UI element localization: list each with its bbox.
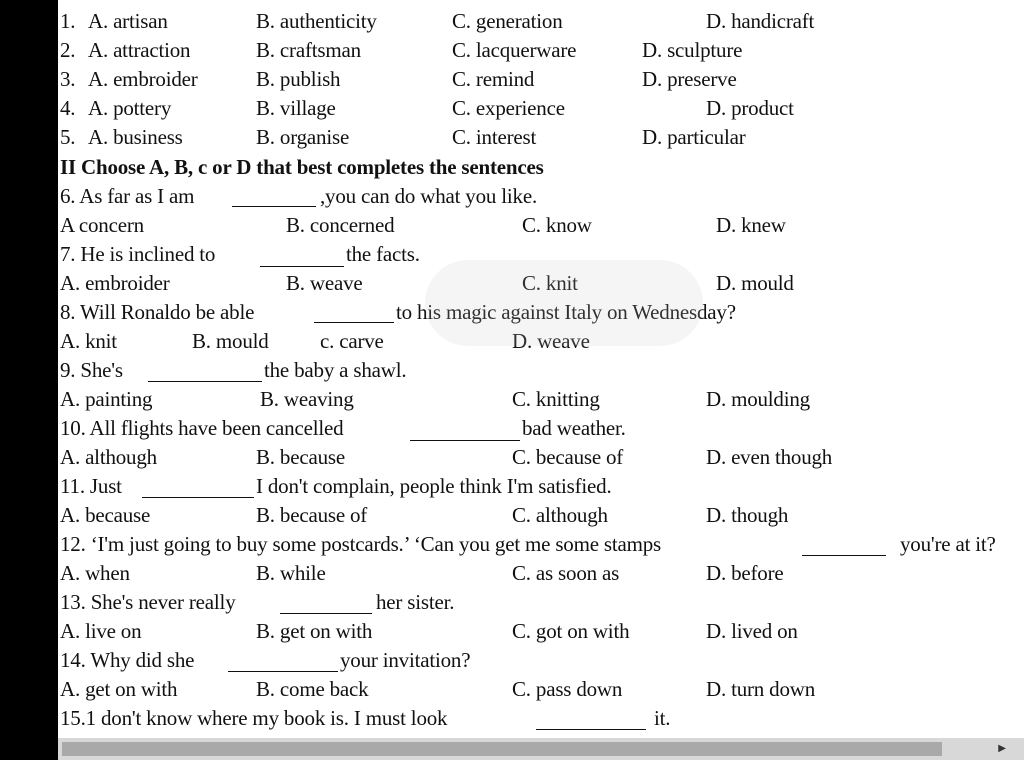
q10-stem: 10. All flights have been cancelled	[60, 416, 344, 440]
q9-opt-d: D. moulding	[706, 387, 810, 411]
q6-blank	[232, 206, 316, 207]
q11-stem: 11. Just	[60, 474, 122, 498]
q10-opt-a: A. although	[60, 445, 157, 469]
q7-stem-end: the facts.	[346, 242, 420, 266]
q14-stem-end: your invitation?	[340, 648, 471, 672]
pron-2-num: 2.	[60, 38, 81, 62]
pron-4-num: 4.	[60, 96, 81, 120]
q11-opt-c: C. although	[512, 503, 608, 527]
q6-opt-a: A concern	[60, 213, 144, 237]
q7-opt-b: B. weave	[286, 271, 363, 295]
pron-3-a: A. embroider	[88, 67, 198, 91]
q9-opt-c: C. knitting	[512, 387, 600, 411]
q6-stem: 6. As far as I am	[60, 184, 195, 208]
q10-blank	[410, 440, 520, 441]
pron-3-c: C. remind	[452, 67, 535, 91]
q7-opt-a: A. embroider	[60, 271, 170, 295]
pron-5-a: A. business	[88, 125, 183, 149]
scroll-right-arrow-icon[interactable]: ▶	[998, 743, 1006, 754]
q6-stem-end: ,you can do what you like.	[320, 184, 538, 208]
q7-blank	[260, 266, 344, 267]
horizontal-scrollbar[interactable]	[58, 738, 1024, 760]
q12-blank	[802, 555, 886, 556]
q6-opt-d: D. knew	[716, 213, 786, 237]
q14-opt-b: B. come back	[256, 677, 369, 701]
q10-opt-b: B. because	[256, 445, 345, 469]
pron-5-b: B. organise	[256, 125, 350, 149]
q14-opt-c: C. pass down	[512, 677, 623, 701]
q8-opt-c: c. carve	[320, 329, 384, 353]
q15-stem: 15.1 don't know where my book is. I must look	[60, 706, 448, 730]
worksheet-page	[58, 0, 1024, 738]
pron-2-b: B. craftsman	[256, 38, 361, 62]
q13-opt-d: D. lived on	[706, 619, 798, 643]
q9-stem-end: the baby a shawl.	[264, 358, 407, 382]
pron-3-b: B. publish	[256, 67, 341, 91]
video-overlay-pill	[425, 260, 703, 346]
q13-opt-b: B. get on with	[256, 619, 373, 643]
pron-3-d: D. preserve	[642, 67, 737, 91]
q12-opt-c: C. as soon as	[512, 561, 620, 585]
q13-stem: 13. She's never really	[60, 590, 236, 614]
pron-2-c: C. lacquerware	[452, 38, 577, 62]
q15-stem-end: it.	[654, 706, 671, 730]
q6-opt-b: B. concerned	[286, 213, 395, 237]
q8-blank	[314, 322, 394, 323]
pron-4-a: A. pottery	[88, 96, 172, 120]
q8-stem-end: to his magic against Italy on Wednesday?	[396, 300, 736, 324]
q9-blank	[148, 381, 262, 382]
q7-opt-d: D. mould	[716, 271, 794, 295]
pron-5-c: C. interest	[452, 125, 537, 149]
pron-2-d: D. sculpture	[642, 38, 743, 62]
q14-blank	[228, 671, 338, 672]
pron-1-num: 1.	[60, 9, 81, 33]
q12-opt-a: A. when	[60, 561, 130, 585]
q7-opt-c: C. knit	[522, 271, 578, 295]
q9-opt-a: A. painting	[60, 387, 153, 411]
q14-stem: 14. Why did she	[60, 648, 195, 672]
q8-opt-b: B. mould	[192, 329, 269, 353]
pron-4-c: C. experience	[452, 96, 565, 120]
q9-stem: 9. She's	[60, 358, 123, 382]
q13-blank	[280, 613, 372, 614]
q10-opt-d: D. even though	[706, 445, 833, 469]
q12-opt-d: D. before	[706, 561, 784, 585]
pron-1-d: D. handicraft	[706, 9, 815, 33]
q10-stem-end: bad weather.	[522, 416, 626, 440]
q8-opt-d: D. weave	[512, 329, 590, 353]
q11-opt-d: D. though	[706, 503, 789, 527]
pron-5-num: 5.	[60, 125, 81, 149]
q11-opt-a: A. because	[60, 503, 151, 527]
pron-4-d: D. product	[706, 96, 794, 120]
q11-stem-end: I don't complain, people think I'm satisfied.	[256, 474, 612, 498]
q7-stem: 7. He is inclined to	[60, 242, 216, 266]
pron-5-d: D. particular	[642, 125, 746, 149]
pron-1-c: C. generation	[452, 9, 563, 33]
q14-opt-d: D. turn down	[706, 677, 816, 701]
pron-1-b: B. authenticity	[256, 9, 377, 33]
q12-opt-b: B. while	[256, 561, 326, 585]
section-2-heading: II Choose A, B, c or D that best completes the sentences	[60, 155, 544, 179]
q13-opt-a: A. live on	[60, 619, 142, 643]
q11-opt-b: B. because of	[256, 503, 368, 527]
pron-4-b: B. village	[256, 96, 336, 120]
q12-stem: 12. ‘I'm just going to buy some postcards.’ ‘Can you get me some stamps	[60, 532, 662, 556]
q6-opt-c: C. know	[522, 213, 592, 237]
q13-opt-c: C. got on with	[512, 619, 630, 643]
q8-stem: 8. Will Ronaldo be able	[60, 300, 255, 324]
scrollbar-thumb[interactable]	[62, 742, 942, 756]
q14-opt-a: A. get on with	[60, 677, 178, 701]
q10-opt-c: C. because of	[512, 445, 624, 469]
q12-stem-end: you're at it?	[900, 532, 996, 556]
q11-blank	[142, 497, 254, 498]
q13-stem-end: her sister.	[376, 590, 455, 614]
q9-opt-b: B. weaving	[260, 387, 354, 411]
pron-3-num: 3.	[60, 67, 81, 91]
pron-1-a: A. artisan	[88, 9, 168, 33]
pron-2-a: A. attraction	[88, 38, 191, 62]
q8-opt-a: A. knit	[60, 329, 117, 353]
q15-blank	[536, 729, 646, 730]
